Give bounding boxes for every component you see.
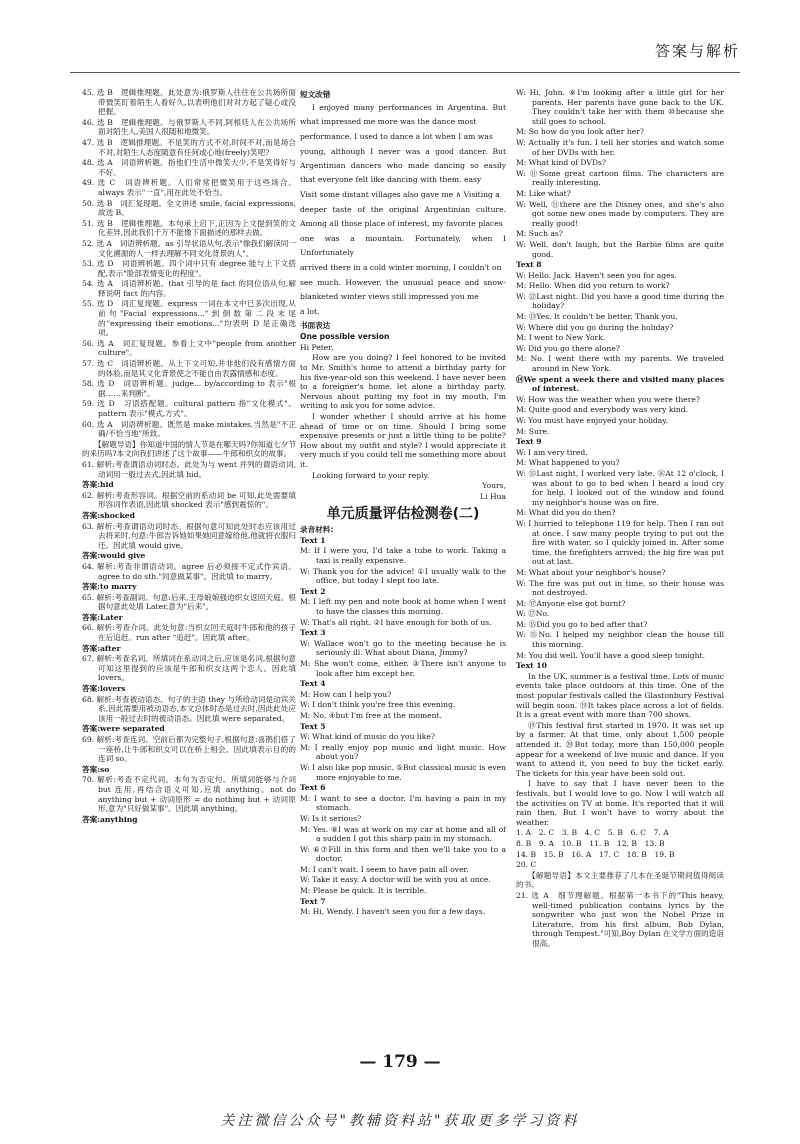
dialog-line: W: ⑮Last night, I worked very late. ⑯At 12 o'clock, I was about to go to bed when I heard a loud cry for help. I looked out of the window and found my neighbor's house was on fire. xyxy=(516,468,724,507)
col1-item: 70. 解析:考查不定代词。本句为否定句。所填词能够与介词 but 连用,再结合语义可知,应填 anything。not do anything but + 动词原形 = do nothing but + 动词原形,意为"只好做某事"。因此填 anything。 xyxy=(82,775,296,814)
page-number: — 179 — xyxy=(359,1052,441,1072)
col1-item: 56. 选 A 词汇复现题。参看上文中"people from another culture"。 xyxy=(82,338,296,358)
col1-answer: 答案:to marry xyxy=(82,582,137,592)
col1-answer: 答案:shocked xyxy=(82,510,135,520)
dialog-line: W: I don't think you're free this evening. xyxy=(300,700,456,710)
dialog-line: W: Wallace won't go to the meeting because he is seriously ill. What about Diana, Jimmy? xyxy=(300,638,506,658)
dialog-line: W: I also like pop music. ⑤But classical music is even more enjoyable to me. xyxy=(300,762,506,782)
dialog-line: M: Hello. When did you return to work? xyxy=(516,281,670,291)
dialog-line: M: Such as? xyxy=(516,229,563,239)
text-label: Text 7 xyxy=(300,896,326,906)
dialog-line: M: I left my pen and note book at home when I went to have the classes this morning. xyxy=(300,597,506,617)
text-label: Text 10 xyxy=(516,661,547,671)
dialog-line: M: I can't wait. I seem to have pain all over. xyxy=(300,864,469,874)
dialog-line: M: Yes. ⑧I was at work on my car at home and all of a sudden I got this sharp pain in my stomach. xyxy=(300,824,506,844)
col1-item: 62. 解析:考查形容词。根据空前的系动词 be 可知,此处需要填形容词作表语,因此填 shocked 表示"感到震惊的"。 xyxy=(82,490,296,510)
dialog-line: M: ⑬Yes. It couldn't be better. Thank you. xyxy=(516,312,678,322)
col1-item: 49. 选 C 词语辨析题。人们常常把微笑用于这些场合。always 表示"一直",用在此处不恰当。 xyxy=(82,178,296,197)
dialog-line: W: That's all right. ②I have enough for both of us. xyxy=(300,617,492,627)
text-label: Text 9 xyxy=(516,437,542,447)
col1-answer: 答案:lovers xyxy=(82,684,126,694)
correction-line: Visit some distant villages also gave me ∧ Visiting a xyxy=(300,189,500,199)
col1-item: 65. 解析:考查副词。句意:后来,王母娘娘强迫织女返回天庭。根据句意此处填 Later,意为"后来"。 xyxy=(82,592,296,612)
dialog-line: W: I hurried to telephone 119 for help. Then I ran out at once. I saw many people trying to put out the fire with water, so I quickly joined in. After some time, the firefighters arrived; the big fire was put out at last. xyxy=(516,518,724,567)
dialog-line: M: What happened to you? xyxy=(516,458,620,468)
correction-line: young, although I never was a good dancer. But Argentinian dancers who made dancing so easily that everyone felt like dancing with them. easy xyxy=(300,146,506,184)
dialog-line: M: What about your neighbor's house? xyxy=(516,567,666,577)
col1-item: 48. 选 A 词语辨析题。指他们生活中微笑大少,不是笑得好与不好。 xyxy=(82,158,296,177)
text-label: Text 6 xyxy=(300,783,326,793)
dialog-line: W: Well, don't laugh, but the Barbie films are quite good. xyxy=(516,239,724,259)
header-title: 答案与解析 xyxy=(654,42,740,60)
correction-line: see much. However, the unusual peace and snow-blanketed winter views still impressed you me xyxy=(300,277,506,301)
col1-item: 59. 选 D 习语搭配题。cultural pattern 指"文化模式"。pattern 表示"模式,方式"。 xyxy=(82,399,296,418)
dialog-line: M: You did well. You'll have a good sleep tonight. xyxy=(516,650,705,660)
dialog-line: M: Quite good and everybody was very kind. xyxy=(516,405,689,415)
dialog-line: W: What kind of music do you like? xyxy=(300,732,435,742)
dialog-line: W: I am very tired. xyxy=(516,447,588,457)
header-rule xyxy=(70,72,740,73)
writing-title: 书面表达 xyxy=(300,320,331,330)
dialog-line: M: No, ④but I'm free at the moment. xyxy=(300,710,443,720)
page-header xyxy=(0,0,800,58)
col1-item: 63. 解析:考查谓语动词时态。根据句意可知此处时态应该用过去将来时,句意:牛郎告诉她如果她同意嫁给他,他就将衣服归还。因此填 would give。 xyxy=(82,521,296,550)
col1-item: 69. 解析:考查连词。空前后都为完整句子,根据句意:喜鹊们搭了一座桥,让牛郎和织女可以在桥上相会。因此填表示目的的连词 so。 xyxy=(82,735,296,764)
col3-guide: 【解题导语】本文主要推荐了几本在圣诞节期间值得阅读的书。 xyxy=(516,870,724,890)
col1-item: 68. 解析:考查被动语态。句子的主语 they 与所给动词是动宾关系,因此需要用被动语态,本文总体时态是过去时,因此此处应该用一般过去时的被动语态。因此填 were separated。 xyxy=(82,694,296,723)
col1-answer: 答案:so xyxy=(82,764,110,774)
col1-item: 67. 解析:考查名词。所填词在系动词之后,应该是名词,根据句意可知这里提到的应该是牛郎和织女这两个恋人。因此填 lovers。 xyxy=(82,654,296,683)
dialog-line: W: You must have enjoyed your holiday. xyxy=(516,416,668,425)
answer-key-line: 1. A 2. C 3. B 4. C 5. B 6. C 7. A xyxy=(516,828,669,838)
dialog-line: W: Where did you go during the holiday? xyxy=(516,322,674,332)
correction-line: performance. I used to dance a lot when I am was xyxy=(300,131,493,141)
passage-paragraph: I have to say that I have never been to the festivals, but I would love to go. Now I will watch all the activities on TV at home. It's reported that it will rain then. But I won't have to worry about the weather. xyxy=(516,779,724,827)
text-label: Text 5 xyxy=(300,721,326,731)
recording-texts xyxy=(300,536,506,917)
writing-paragraph: Looking forward to your reply. xyxy=(312,470,430,480)
writing-version: One possible version xyxy=(300,332,390,342)
dialog-line: W: Take it easy. A doctor will be with you at once. xyxy=(300,875,491,885)
dialog-line: ⑭We spent a week there and visited many places of interest. xyxy=(516,374,724,394)
col1-item: 55. 选 D 词汇复现题。express 一词在本文中已多次出现,从前句"Facial expressions..."到倒数第二段末尾的"expressing their emotions..."均表明 D 是正确选项。 xyxy=(82,299,296,338)
text-label: Text 4 xyxy=(300,679,326,689)
col1-item: 45. 选 B 逻辑推理题。此处意为:俄罗斯人往往在公共场所面带微笑盯着陌生人看好久,以表明他们对对方起了疑心或没把握。 xyxy=(82,88,296,117)
col1-item: 60. 选 A 词语辨析题。既然是 make mistakes,当然是"不正确/不恰当地"所致。 xyxy=(82,419,296,439)
correction-line: deeper taste of the original Argentinian culture. Among all those place of interest, my favorite places xyxy=(300,204,506,228)
correction-line: one was a mountain. Fortunately, when I Unfortunately xyxy=(300,233,506,257)
text-label: Text 2 xyxy=(300,586,326,596)
correction-title: 短文改错 xyxy=(300,90,331,99)
dialog-line: W: Well, ⑪there are the Disney ones, and she's also got some new ones made by computers. They are really good! xyxy=(516,199,724,228)
dialog-line: W: Actually it's fun. I tell her stories and watch some of her DVDs with her. xyxy=(516,137,724,157)
dialog-line: M: Hi, Wendy. I haven't seen you for a few days. xyxy=(300,907,486,917)
writing-signature: Li Hua xyxy=(480,491,506,501)
column-right xyxy=(516,88,724,949)
correction-line: I enjoyed many performances in Argentina. But what impressed me more was the dance most xyxy=(300,102,506,126)
col1-item: 53. 选 D 词语辨析题。四个词中只有 degree 能与上下文搭配,表示"脸部表情变化的程度"。 xyxy=(82,259,296,278)
col1-item: 47. 选 B 逻辑推理题。不是笑的方式不对,时间不对,而是场合不对,对陌生人态度随意有任何或心地(freely)笑吧? xyxy=(82,137,296,157)
dialog-line: W: How was the weather when you were there? xyxy=(516,394,700,404)
dialog-line: W: The fire was put out in time, so their house was not destroyed. xyxy=(516,578,724,598)
column-middle xyxy=(300,88,506,918)
col1-answer: 答案:were separated xyxy=(82,724,165,734)
writing-closing: Yours, xyxy=(482,481,506,491)
col3-item: 21. 选 A 细节理解题。根据第一本书下的"This heavy, well-timed publication contains lyrics by the songwriter who just won the Nobel Prize in Literature, from his first album, Bob Dylan, through Tempest."可知,Boy Dylan 在文学方面的造诣很高。 xyxy=(516,890,724,948)
col1-item: 52. 选 A 词语辨析题。as 引导状语从句,表示"像我们解读同一文化溯源的人一样去理解不同文化背景的人"。 xyxy=(82,238,296,258)
dialog-line: M: ⑮Did you go to bed after that? xyxy=(516,619,648,629)
answer-key-line: 20. C xyxy=(516,860,537,870)
col1-item: 66. 解析:考查介词。此处句意:当织女回天庭时牛郎和他的孩子在后追赶。run after "追赶"。因此填 after。 xyxy=(82,623,296,643)
dialog-line: M: ⑰Anyone else got burnt? xyxy=(516,598,626,608)
dialog-line: M: So how do you look after her? xyxy=(516,127,644,137)
dialog-line: W: Thank you for the advice! ①I usually walk to the office, but today I slept too late. xyxy=(300,566,506,586)
writing-paragraph: How are you doing? I feel honored to be invited to Mr. Smith's home to attend a birthday party for his five-year-old son this weekend. I have never been to a foreigner's home, let alone a birthday party. Nervous about putting my foot in my mouth, I'm writing to ask you for some advice. xyxy=(300,353,506,411)
col1-item: 64. 解析:考查非谓语动词。agree 后必须接不定式作宾语。agree to do sth."同意做某事"。因此填 to marry。 xyxy=(82,561,296,581)
answer-key-line: 14. B 15. B 16. A 17. C 18. B 19. B xyxy=(516,849,675,859)
dialog-line: W: ⑰No. xyxy=(516,609,550,619)
answer-key-line: 8. B 9. A 10. B 11. B 12. B 13. B xyxy=(516,838,665,848)
col1-answer: 答案:Later xyxy=(82,612,123,622)
dialog-line: M: Like what? xyxy=(516,188,571,198)
col1-answer: 答案:hid xyxy=(82,480,114,490)
dialog-line: W: ⑪Some great cartoon films. The characters are really interesting. xyxy=(516,168,724,188)
col1-item: 50. 选 B 词汇复现题。全文讲述 smile, facial expressions,故选 B。 xyxy=(82,198,296,218)
dialog-line: M: I really enjoy pop music and light music. How about you? xyxy=(300,742,506,762)
passage-paragraph: ⑲This festival first started in 1970. It was set up by a farmer. At that time, only about 1,500 people attended it. ⑳But today, more than 150,000 people appear for a weekend of live music and dance. If you want to attend it, you need to buy the ticket early. The tickets for this year have been sold out. xyxy=(516,720,724,778)
col1-item: 46. 选 B 逻辑推理题。与俄罗斯人不同,阿根廷人在公共场所面对陌生人,美国人很随和地微笑。 xyxy=(82,117,296,137)
dialog-line: W: Hi, John. ⑨I'm looking after a little girl for her parents. Her parents have gone back to the UK. They couldn't take her with them ⑩because she still goes to school. xyxy=(516,88,724,126)
column-left xyxy=(82,88,296,825)
dialog-line: W: ⑫Last night. Did you have a good time during the holiday? xyxy=(516,291,724,311)
dialog-line: M: What kind of DVDs? xyxy=(516,158,606,168)
col1-item: 58. 选 D 词语辨析题。judge... by/according to 表示"根据……来判断"。 xyxy=(82,379,296,398)
col1-answer: 答案:after xyxy=(82,643,121,653)
correction-line: a lot. xyxy=(300,306,320,316)
dialog-line: M: She won't come, either. ③There isn't anyone to look after him except her. xyxy=(300,659,506,678)
col1-item: 57. 选 C 词语辨析题。从上下文可知,并非他们没有感情方面的体验,而是其文化背景使之不能自由表露情感和态度。 xyxy=(82,359,296,378)
footer-watermark: 关注微信公众号"教辅资料站"获取更多学习资料 xyxy=(220,1113,580,1129)
col1-item: 61. 解析:考查谓语动词时态。此处为与 went 并列的谓语动词,动词用一般过去式,因此填 hid。 xyxy=(82,459,296,479)
dialog-line: M: Please be quick. It is terrible. xyxy=(300,886,427,896)
text-label: Text 8 xyxy=(516,260,542,270)
dialog-line: W: Did you go there alone? xyxy=(516,343,620,353)
dialog-line: W: Is it serious? xyxy=(300,813,362,823)
dialog-line: M: Sure. xyxy=(516,426,550,436)
text-label: Text 1 xyxy=(300,535,326,545)
dialog-line: W: ⑮No. I helped my neighbor clean the house till this morning. xyxy=(516,630,724,650)
unit-title: 单元质量评估检测卷(二) xyxy=(326,506,480,523)
dialog-line: M: No. I went there with my parents. We traveled around in New York. xyxy=(516,354,724,374)
dialog-line: W: ⑥⑦Fill in this form and then we'll take you to a doctor. xyxy=(300,844,506,864)
dialog-line: M: I went to New York. xyxy=(516,333,606,343)
dialog-line: M: What did you do then? xyxy=(516,508,616,518)
dialog-line: M: How can I help you? xyxy=(300,689,392,699)
writing-paragraph: I wonder whether I should arrive at his home ahead of time or on time. Should I bring some expensive presents or just a little thing to be polite? How about my outfit and style? I would appreciate it very much if you could tell me something more about it. xyxy=(300,411,506,469)
dialog-line: M: I want to see a doctor. I'm having a pain in my stomach. xyxy=(300,793,506,813)
col1-item: 54. 选 A 词语辨析题。that 引导的是 fact 的同位语从句,解释说明 fact 的内容。 xyxy=(82,279,296,298)
writing-greeting: Hi Peter, xyxy=(300,342,334,352)
correction-line: arrived there in a cold winter morning, I couldn't on xyxy=(300,262,502,272)
dialog-line: M: If I were you, I'd take a tube to work. Taking a taxi is really expensive. xyxy=(300,546,506,566)
dialog-line: W: Hello. Jack. Haven't seen you for ages. xyxy=(516,270,677,280)
col1-item: 51. 选 B 逻辑推理题。本句承上启下,正因为上文提到笑的文化差异,因此我们千万不能像下面描述的那样去做。 xyxy=(82,218,296,238)
passage-paragraph: In the UK, summer is a festival time. Lots of music events take place outdoors at this time. One of the most popular festivals called the Glastonbury Festival will begin soon. ⑲It takes place across a lot of fields. It is a great event with more than 700 shows. xyxy=(516,671,724,720)
recording-title: 录音材料: xyxy=(300,525,334,535)
writing-text xyxy=(300,343,506,502)
text-label: Text 3 xyxy=(300,628,326,638)
col1-guide: 【解题导语】你知道中国的情人节是在哪天吗?你知道七夕节的来历吗?本文向我们讲述了这个故事——牛郎和织女的故事。 xyxy=(82,439,296,459)
col1-answer: 答案:anything xyxy=(82,814,138,824)
col1-answer: 答案:would give xyxy=(82,551,146,561)
